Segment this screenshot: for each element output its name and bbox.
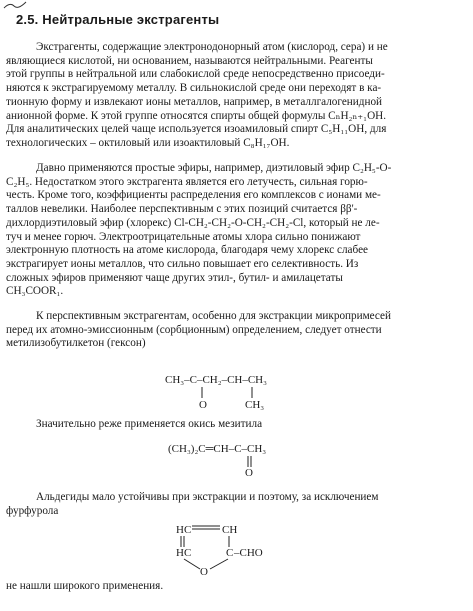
paragraph-3: [6, 310, 452, 351]
furfural-aldehyde-group: –CHO: [234, 547, 263, 559]
section-heading: 2.5. Нейтральные экстрагенты: [16, 12, 220, 27]
paragraph-5: [6, 491, 452, 518]
furfural-oxygen: O: [200, 566, 208, 578]
formula-mibk-main: CH₃–C–CH₂–CH–CH₃: [165, 374, 267, 386]
furfural-ch-top: CH: [222, 524, 238, 536]
furfural-ring-bonds: [176, 520, 246, 580]
pen-scribble-mark: [2, 0, 28, 10]
para2-line: экстрагирует ионы металлов, что сильно повышает его селективность. Из: [6, 257, 359, 270]
formula-mibk-bonds: [190, 385, 270, 399]
para1-line: технологических – октиловый или изоактиловый C₈H₁₇OH.: [6, 136, 290, 149]
paragraph-4-line: Значительно реже применяется окись мезитила: [36, 418, 263, 430]
para2-line: сложных эфиров применяют чаще других этил-, бутил- и амилацетаты: [6, 271, 343, 284]
para3-line: метилизобутилкетон (гексон): [6, 337, 146, 350]
para2-line: Давно применяются простые эфиры, например, диэтиловый эфир C₂H₅-O-: [36, 162, 392, 174]
paragraph-2: [6, 162, 452, 299]
para2-line: честь. Кроме того, коэффициенты распределения его комплексов с ионами ме-: [6, 189, 381, 202]
formula-mibk-oxygen: O: [199, 399, 207, 411]
paragraph-6-line: не нашли широкого применения.: [6, 580, 164, 592]
paragraph-6: [6, 580, 452, 594]
paragraph-1: [6, 41, 452, 151]
furfural-c-bottom: C: [226, 547, 234, 559]
para1-line: няются к экстрагируемому металлу. В сильнокислой среде они переходят в ка-: [6, 82, 382, 95]
para3-line: К перспективным экстрагентам, особенно для экстракции микропримесей: [36, 310, 391, 322]
para1-line: Экстрагенты, содержащие электронодонорный атом (кислород, сера) и не: [36, 41, 388, 53]
para2-line: электронную плотность на атоме кислорода, благодаря чему хлорекс слабее: [6, 244, 368, 257]
furfural-hc-top: HC: [176, 524, 192, 536]
para3-line: перед их атомно-эмиссионным (сорбционным) определением, следует отнести: [6, 323, 382, 336]
para1-line: являющиеся кислотой, ни основанием, называются нейтральными. Реагенты: [6, 54, 373, 67]
paragraph-4: [6, 418, 452, 432]
formula-mesityl-main: (CH₃)₂C═CH–C–CH₃: [168, 443, 267, 455]
para1-line: этой группы в нейтральной или слабокислой среде непосредственно присоеди-: [6, 68, 385, 81]
para2-line: таллов невелики. Наиболее перспективным с этих позиций считается ββ'-: [6, 203, 358, 216]
para5-line: фурфурола: [6, 504, 59, 517]
para5-line: Альдегиды мало устойчивы при экстракции и поэтому, за исключением: [36, 491, 379, 503]
para2-line: туч и менее горюч. Электроотрицательные атомы хлора сильно понижают: [6, 230, 361, 243]
formula-mesityl-oxygen: O: [245, 467, 253, 479]
para2-line: дихлордиэтиловый эфир (хлорекс) Cl-CH₂-CH₂-O-CH₂-CH₂-Cl, который не ле-: [6, 216, 380, 229]
para2-line: C₂H₅. Недостатком этого экстрагента является его летучесть, сильная горю-: [6, 175, 368, 188]
para1-line: анионной форме. К этой группе относятся спирты общей формулы CₙH₂ₙ₊₁OH.: [6, 109, 387, 122]
furfural-hc-bottom: HC: [176, 547, 192, 559]
formula-mibk-methyl: CH₃: [245, 399, 265, 411]
para1-line: Для аналитических целей чаще используется изоамиловый спирт C₅H₁₁OH, для: [6, 123, 387, 136]
para2-line: CH₃COOR₁.: [6, 285, 64, 298]
para1-line: тионную форму и извлекают ионы металлов, например, в металлгалогенидной: [6, 95, 383, 108]
